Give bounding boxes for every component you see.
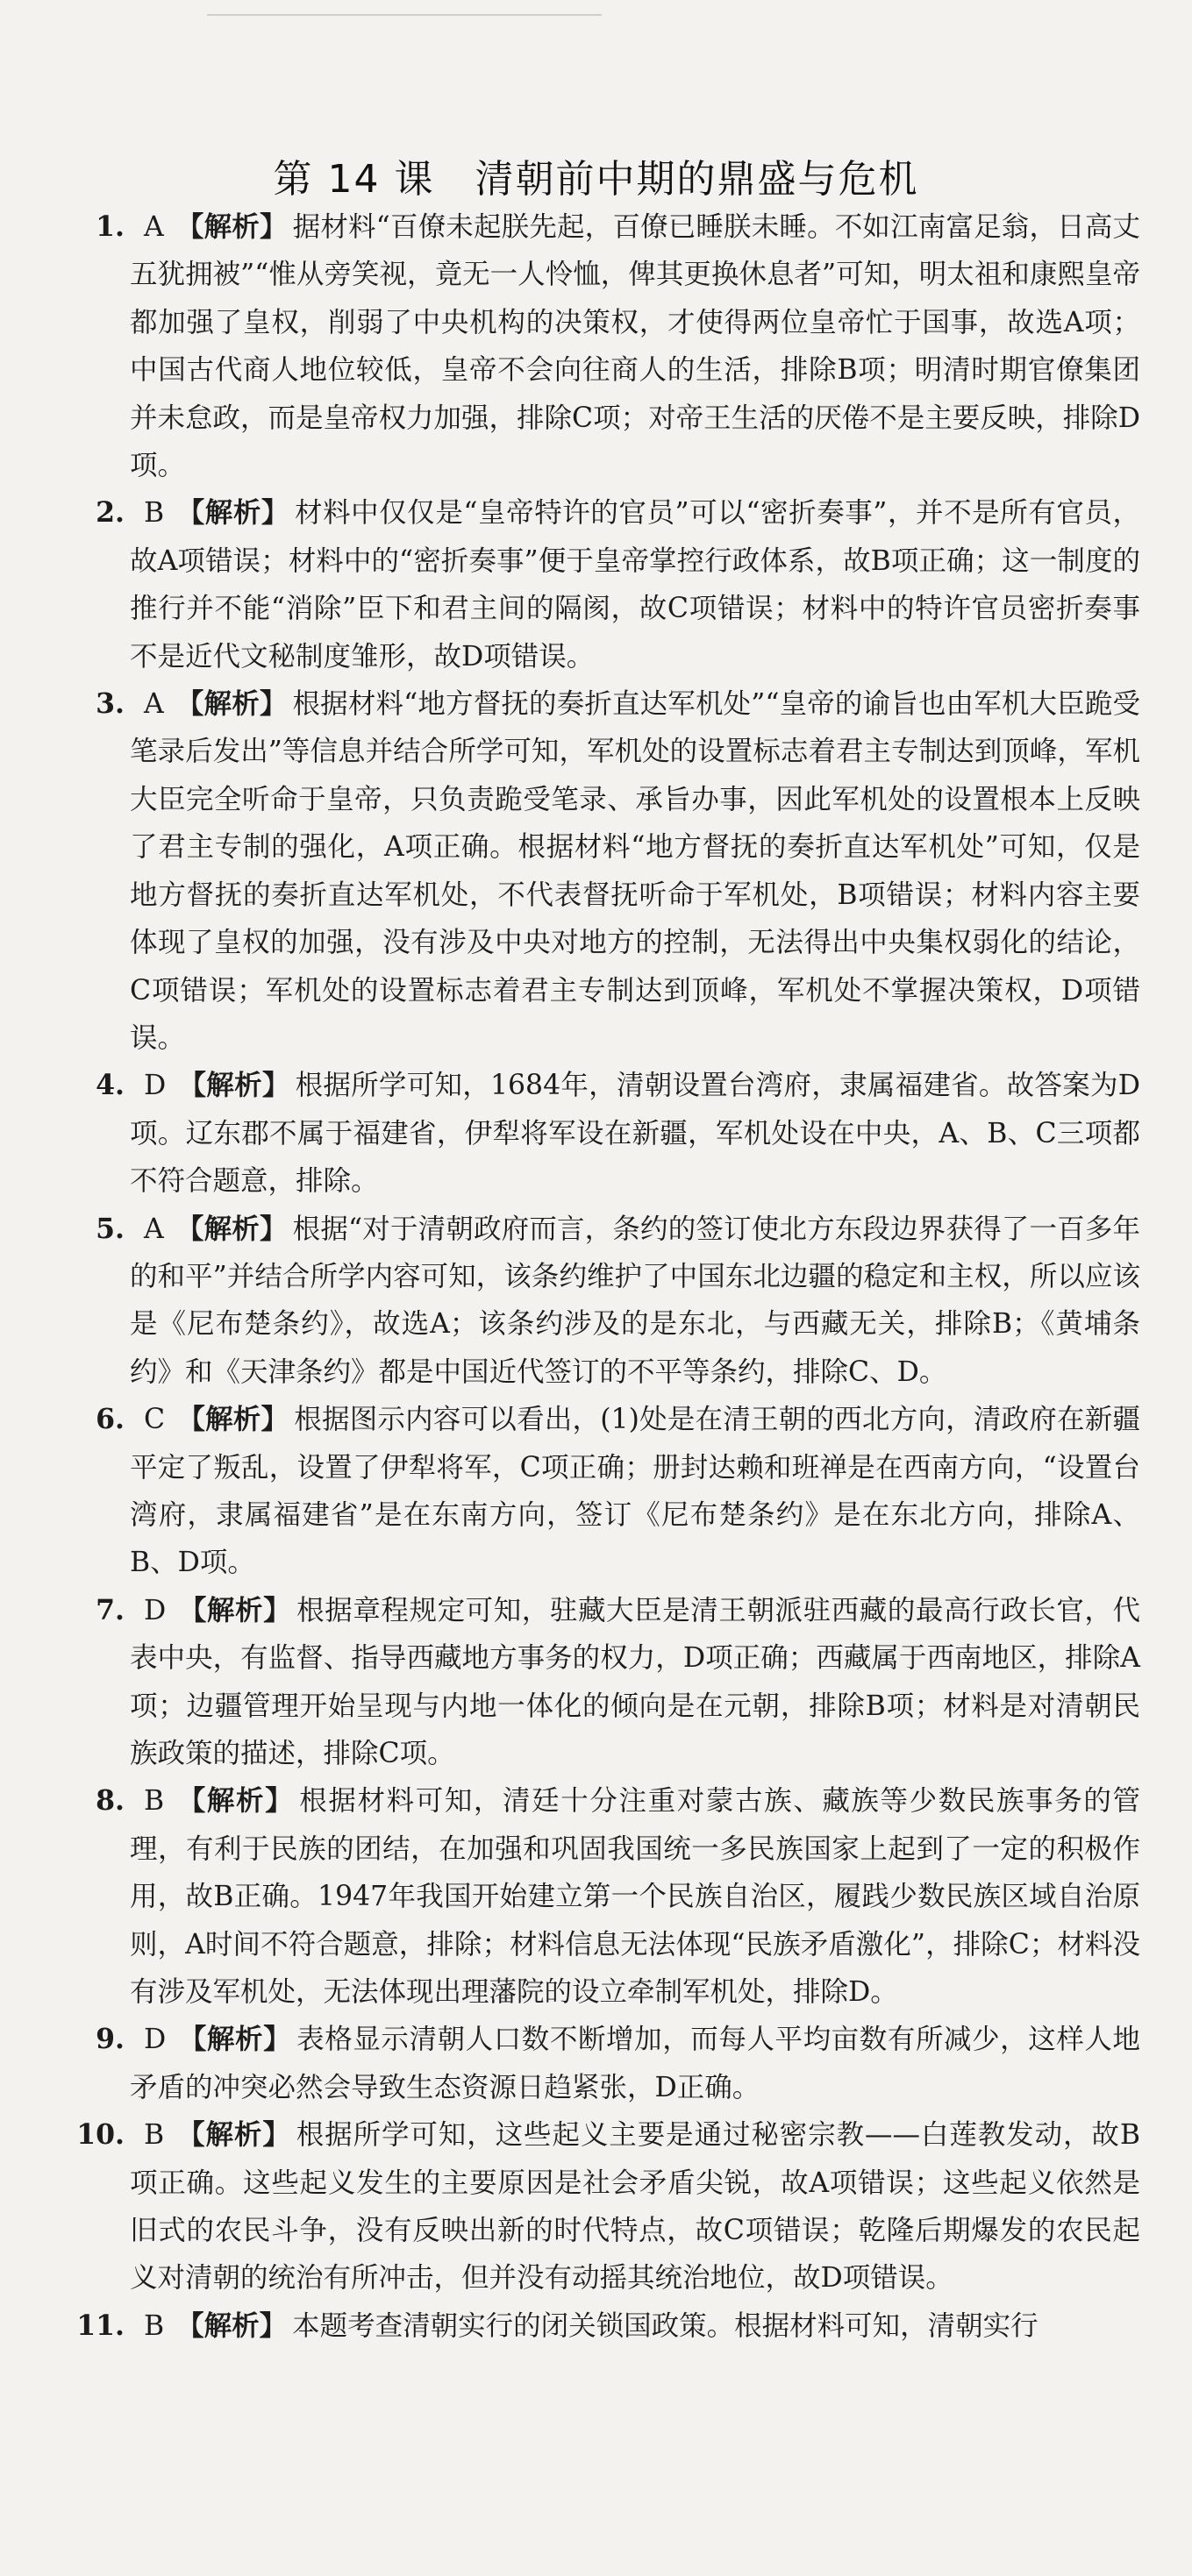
item-body (130, 1587, 1140, 1778)
item-number: 11. (76, 2309, 125, 2342)
analysis-tag: 【解析】 (176, 2309, 288, 2342)
item-body (130, 1777, 1140, 2016)
item-number: 6. (96, 1403, 125, 1436)
answer-item (70, 489, 1140, 680)
analysis-tag: 【解析】 (176, 497, 289, 530)
analysis-tag: 【解析】 (175, 688, 288, 721)
top-rule (207, 14, 602, 16)
item-answer: C (144, 1404, 166, 1436)
item-answer: B (144, 2309, 165, 2342)
item-number: 9. (96, 2023, 125, 2056)
item-body (130, 1396, 1140, 1587)
item-explanation: 表格显示清朝人口数不断增加，而每人平均亩数有所减少，这样人地矛盾的冲突必然会导致生态资源日趋紧张，D正确。 (130, 2024, 1140, 2103)
item-body (130, 489, 1140, 680)
item-number: 10. (76, 2118, 125, 2152)
item-answer: D (144, 1594, 167, 1626)
item-number: 8. (96, 1784, 125, 1818)
item-body (130, 203, 1140, 489)
item-explanation: 根据材料“地方督抚的奏折直达军机处”“皇帝的谕旨也由军机大臣跪受笔录后发出”等信息并结合所学可知，军机处的设置标志着君主专制达到顶峰，军机大臣完全听命于皇帝，只负责跪受笔录、承旨办事，因此军机处的设置根本上反映了君主专制的强化，A项正确。根据材料“地方督抚的奏折直达军机处”可知，仅是地方督抚的奏折直达军机处，不代表督抚听命于军机处，B项错误；材料内容主要体现了皇权的加强，没有涉及中央对地方的控制，无法得出中央集权弱化的结论，C项错误；军机处的设置标志着君主专制达到顶峰，军机处不掌握决策权，D项错误。 (130, 688, 1140, 1054)
item-explanation: 据材料“百僚未起朕先起，百僚已睡朕未睡。不如江南富足翁，日高丈五犹拥被”“惟从旁笑视，竟无一人怜恤，俾其更换休息者”可知，明太祖和康熙皇帝都加强了皇权，削弱了中央机构的决策权，才使得两位皇帝忙于国事，故选A项；中国古代商人地位较低，皇帝不会向往商人的生活，排除B项；明清时期官僚集团并未怠政，而是皇帝权力加强，排除C项；对帝王生活的厌倦不是主要反映，排除D项。 (130, 211, 1140, 482)
analysis-tag: 【解析】 (175, 1213, 288, 1245)
answer-item (70, 2111, 1140, 2302)
item-explanation: 本题考查清朝实行的闭关锁国政策。根据材料可知，清朝实行 (292, 2309, 1039, 2342)
item-explanation: 根据章程规定可知，驻藏大臣是清王朝派驻西藏的最高行政长官，代表中央，有监督、指导西藏地方事务的权力，D项正确；西藏属于西南地区，排除A项；边疆管理开始呈现与内地一体化的倾向是在元朝，排除B项；材料是对清朝民族政策的描述，排除C项。 (130, 1594, 1140, 1769)
analysis-tag: 【解析】 (178, 1070, 290, 1102)
answer-item (70, 2016, 1140, 2111)
answer-list (70, 203, 1140, 2350)
item-answer: B (144, 2119, 165, 2152)
item-number: 3. (96, 687, 125, 721)
answer-item (70, 1206, 1140, 1397)
item-number: 5. (96, 1212, 125, 1245)
page-title: 第 14 课 清朝前中期的鼎盛与危机 (273, 157, 919, 202)
answer-item (70, 1587, 1140, 1778)
answer-item (70, 1777, 1140, 2016)
item-body (130, 680, 1140, 1062)
item-answer: A (144, 688, 164, 721)
item-number: 7. (96, 1593, 125, 1626)
item-answer: B (144, 1785, 165, 1818)
answer-item (70, 2302, 1140, 2350)
item-explanation: 根据材料可知，清廷十分注重对蒙古族、藏族等少数民族事务的管理，有利于民族的团结，在加强和巩固我国统一多民族国家上起到了一定的积极作用，故B正确。1947年我国开始建立第一个民族自治区，履践少数民族区域自治原则，A时间不符合题意，排除；材料信息无法体现“民族矛盾激化”，排除C；材料没有涉及军机处，无法体现出理藩院的设立牵制军机处，排除D。 (130, 1785, 1140, 2009)
answer-item (70, 1396, 1140, 1587)
item-body (130, 2302, 1140, 2350)
item-number: 1. (96, 210, 125, 243)
analysis-tag: 【解析】 (176, 1785, 295, 1818)
item-explanation: 根据图示内容可以看出，(1)处是在清王朝的西北方向，清政府在新疆平定了叛乱，设置了伊犁将军，C项正确；册封达赖和班禅是在西南方向，“设置台湾府，隶属福建省”是在东南方向，签订《尼布楚条约》是在东北方向，排除A、B、D项。 (130, 1404, 1140, 1579)
analysis-tag: 【解析】 (176, 2119, 291, 2152)
answer-item (70, 1062, 1140, 1205)
item-body (130, 1062, 1140, 1205)
item-number: 2. (96, 496, 125, 530)
item-explanation: 根据“对于清朝政府而言，条约的签订使北方东段边界获得了一百多年的和平”并结合所学内容可知，该条约维护了中国东北边疆的稳定和主权，所以应该是《尼布楚条约》，故选A；该条约涉及的是东北，与西藏无关，排除B；《黄埔条约》和《天津条约》都是中国近代签订的不平等条约，排除C、D。 (130, 1213, 1140, 1388)
item-number: 4. (96, 1069, 125, 1102)
item-answer: A (144, 211, 164, 243)
item-answer: A (144, 1213, 164, 1245)
item-answer: B (144, 497, 165, 530)
item-answer: D (144, 1070, 167, 1102)
analysis-tag: 【解析】 (177, 1404, 289, 1436)
item-body (130, 2111, 1140, 2302)
item-body (130, 2016, 1140, 2111)
item-explanation: 根据所学可知，这些起义主要是通过秘密宗教——白莲教发动，故B项正确。这些起义发生的主要原因是社会矛盾尖锐，故A项错误；这些起义依然是旧式的农民斗争，没有反映出新的时代特点，故C项错误；乾隆后期爆发的农民起义对清朝的统治有所冲击，但并没有动摇其统治地位，故D项错误。 (130, 2119, 1140, 2295)
analysis-tag: 【解析】 (175, 211, 288, 243)
analysis-tag: 【解析】 (178, 1594, 292, 1626)
item-body (130, 1206, 1140, 1397)
analysis-tag: 【解析】 (178, 2024, 292, 2056)
answer-item (70, 203, 1140, 489)
item-explanation: 根据所学可知，1684年，清朝设置台湾府，隶属福建省。故答案为D项。辽东郡不属于福建省，伊犁将军设在新疆，军机处设在中央，A、B、C三项都不符合题意，排除。 (130, 1070, 1140, 1198)
item-explanation: 材料中仅仅是“皇帝特许的官员”可以“密折奏事”，并不是所有官员，故A项错误；材料中的“密折奏事”便于皇帝掌控行政体系，故B项正确；这一制度的推行并不能“消除”臣下和君主间的隔阂，故C项错误；材料中的特许官员密折奏事不是近代文秘制度雏形，故D项错误。 (130, 497, 1140, 672)
item-answer: D (144, 2024, 167, 2056)
answer-item (70, 680, 1140, 1062)
